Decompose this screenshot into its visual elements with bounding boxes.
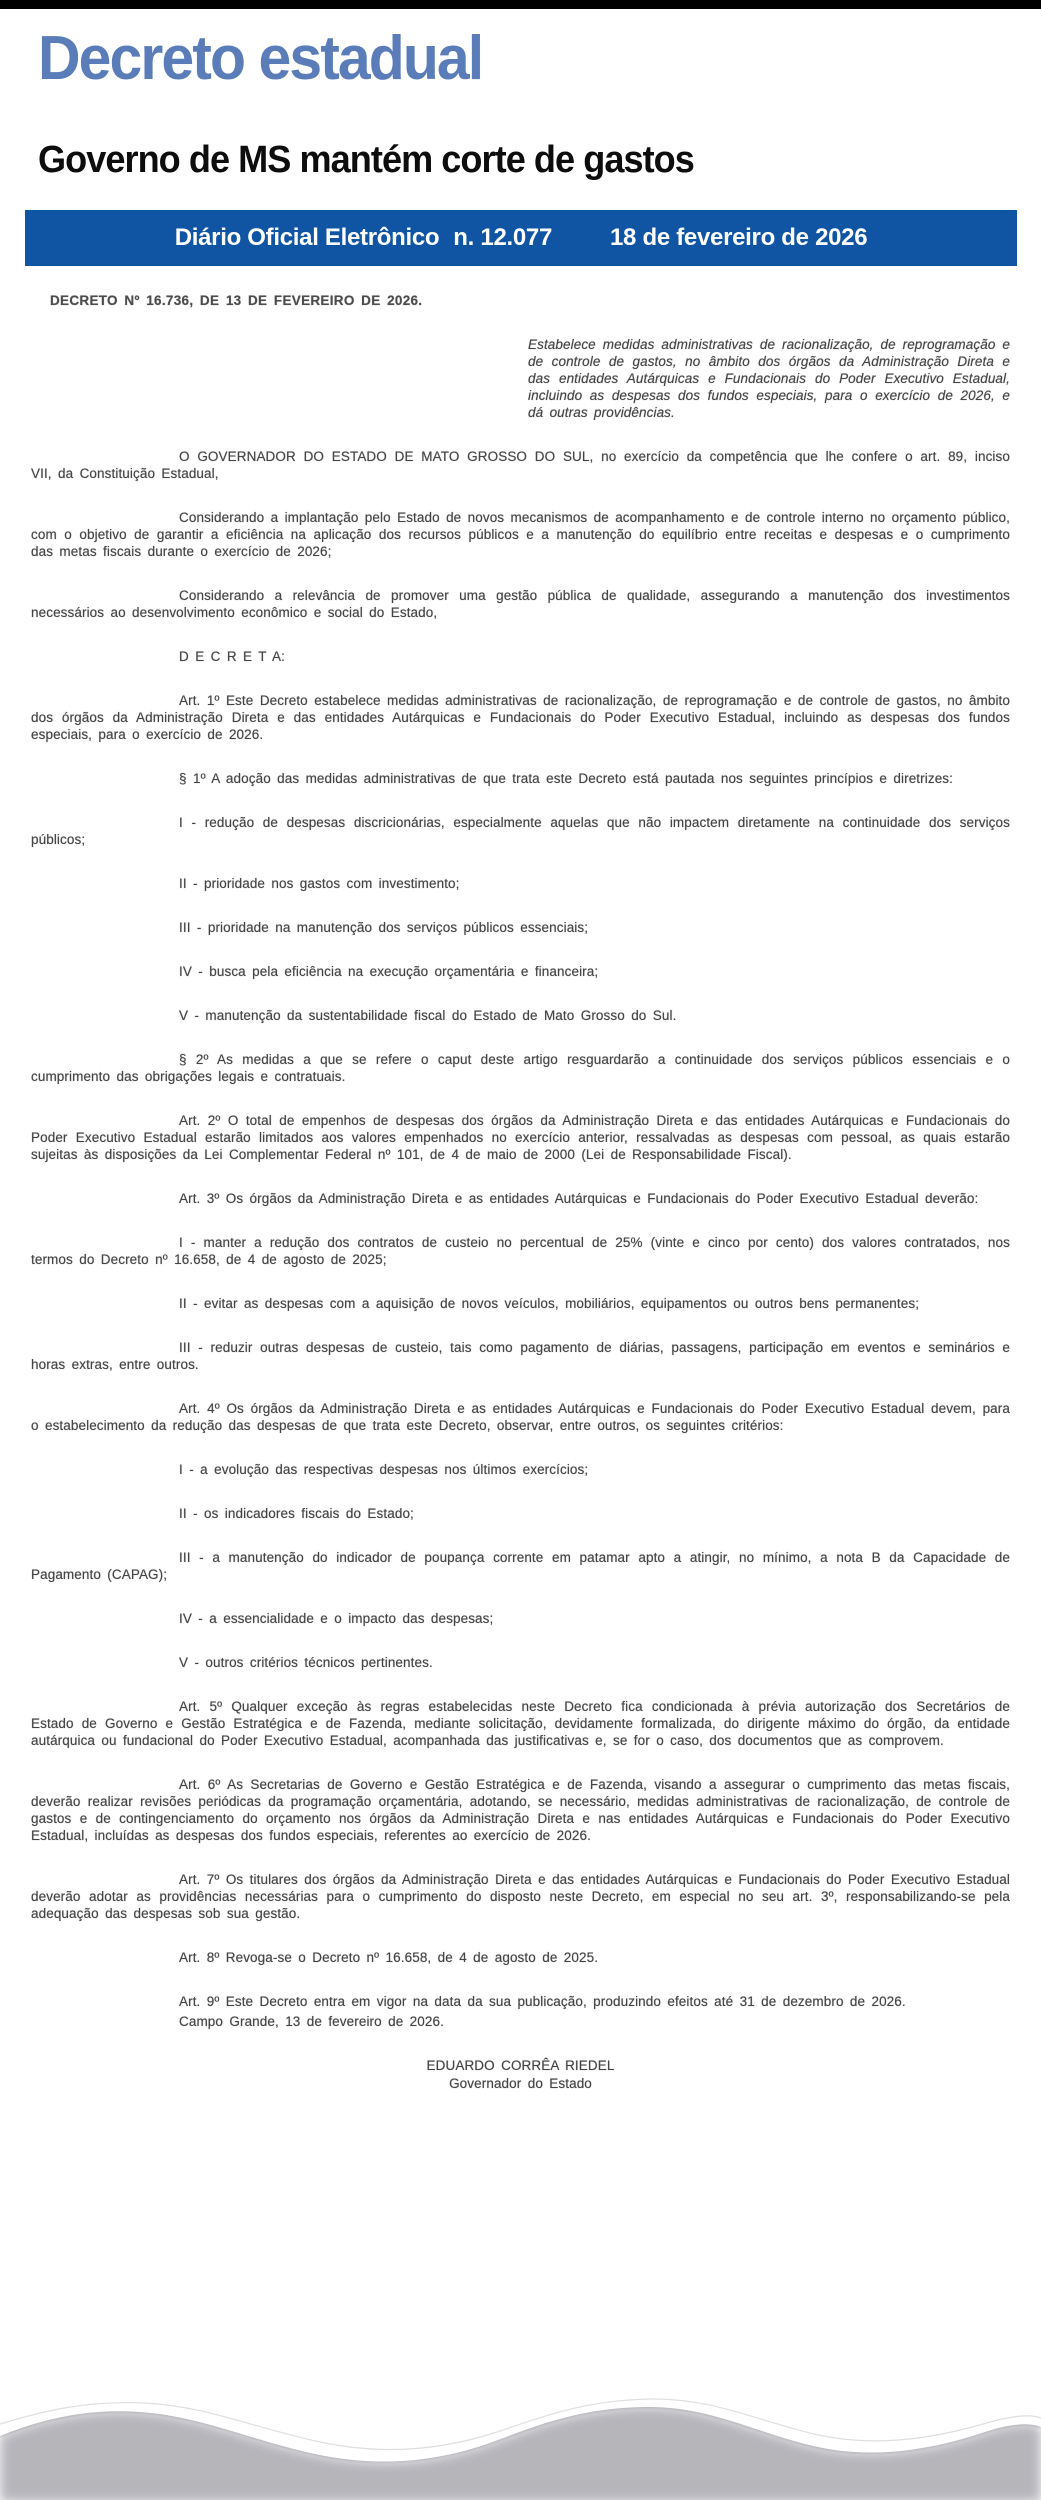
decree-item: I - manter a redução dos contratos de custeio no percentual de 25% (vinte e cinco por cento) dos valores contratados, nos termos do Decreto nº 16.658, de 4 de agosto de 2025;	[31, 1235, 1010, 1267]
signature-role: Governador do Estado	[449, 2076, 592, 2091]
decree-paragraph: Considerando a implantação pelo Estado de novos mecanismos de acompanhamento e de controle interno no orçamento público, com o objetivo de garantir a eficiência na aplicação dos recursos públicos e a manutenção do equilíbrio entre receitas e despesas e o cumprimento das metas fiscais durante o exercício de 2026;	[31, 510, 1010, 559]
decree-item: V - manutenção da sustentabilidade fiscal do Estado de Mato Grosso do Sul.	[179, 1008, 677, 1023]
signature-block	[31, 2057, 1010, 2093]
gazette-publication: Diário Oficial Eletrônico	[174, 224, 440, 251]
decree-article-2: Art. 2º O total de empenhos de despesas dos órgãos da Administração Direta e das entidades Autárquicas e Fundacionais do Poder Executivo Estadual estarão limitados aos valores empenhados no exercício anterior, ressalvadas as despesas com pessoal, as quais estarão sujeitas às disposições da Lei Complementar Federal nº 101, de 4 de maio de 2000 (Lei de Responsabilidade Fiscal).	[31, 1113, 1010, 1162]
gazette-date: 18 de fevereiro de 2026	[610, 224, 868, 251]
decree-paragraph: O GOVERNADOR DO ESTADO DE MATO GROSSO DO SUL, no exercício da competência que lhe confere o art. 89, inciso VII, da Constituição Estadual,	[31, 449, 1010, 481]
decree-paragraph: § 1º A adoção das medidas administrativas de que trata este Decreto está pautada nos seguintes princípios e diretrizes:	[179, 771, 954, 786]
decree-article-5: Art. 5º Qualquer exceção às regras estabelecidas neste Decreto fica condicionada à prévia autorização dos Secretários de Estado de Governo e Gestão Estratégica e de Fazenda, mediante solicitação, devidamente formalizada, do dirigente máximo do órgão, da entidade autárquica ou fundacional do Poder Executivo Estadual, acompanhada das justificativas e, se for o caso, dos documentos que as comprovem.	[31, 1699, 1010, 1748]
gazette-banner	[25, 210, 1017, 266]
decree-article-3: Art. 3º Os órgãos da Administração Direta e as entidades Autárquicas e Fundacionais do Poder Executivo Estadual deverão:	[179, 1191, 979, 1206]
decree-item: II - os indicadores fiscais do Estado;	[179, 1506, 414, 1521]
decree-paragraph: Considerando a relevância de promover uma gestão pública de qualidade, assegurando a manutenção dos investimentos necessários ao desenvolvimento econômico e social do Estado,	[31, 588, 1010, 620]
decree-dateline: Campo Grande, 13 de fevereiro de 2026.	[179, 2014, 444, 2029]
decree-item: II - prioridade nos gastos com investimento;	[179, 876, 460, 891]
signature-name: EDUARDO CORRÊA RIEDEL	[426, 2058, 615, 2073]
decree-item: IV - busca pela eficiência na execução orçamentária e financeira;	[179, 964, 599, 979]
decree-article-1: Art. 1º Este Decreto estabelece medidas administrativas de racionalização, de reprogramação e de controle de gastos, no âmbito dos órgãos da Administração Direta e das entidades Autárquicas e Fundacionais do Poder Executivo Estadual, incluindo as despesas dos fundos especiais, para o exercício de 2026.	[31, 693, 1010, 742]
page-title: Decreto estadual	[38, 24, 483, 93]
page-subtitle: Governo de MS mantém corte de gastos	[38, 139, 694, 181]
decree-article-9: Art. 9º Este Decreto entra em vigor na data da sua publicação, produzindo efeitos até 31 de dezembro de 2026.	[179, 1994, 906, 2009]
decree-paragraph: § 2º As medidas a que se refere o caput deste artigo resguardarão a continuidade dos serviços públicos essenciais e o cumprimento das obrigações legais e contratuais.	[31, 1052, 1010, 1084]
decree-heading: DECRETO Nº 16.736, DE 13 DE FEVEREIRO DE 2026.	[50, 293, 423, 308]
decree-item: I - redução de despesas discricionárias, especialmente aquelas que não impactem diretamente na continuidade dos serviços públicos;	[31, 815, 1010, 847]
decree-item: III - reduzir outras despesas de custeio, tais como pagamento de diárias, passagens, participação em eventos e seminários e horas extras, entre outros.	[31, 1340, 1010, 1372]
decree-item: III - prioridade na manutenção dos serviços públicos essenciais;	[179, 920, 589, 935]
decree-item: II - evitar as despesas com a aquisição de novos veículos, mobiliários, equipamentos ou outros bens permanentes;	[179, 1296, 920, 1311]
decree-article-4: Art. 4º Os órgãos da Administração Direta e as entidades Autárquicas e Fundacionais do Poder Executivo Estadual devem, para o estabelecimento da redução das despesas de que trata este Decreto, observar, entre outros, os seguintes critérios:	[31, 1401, 1010, 1433]
decree-item: V - outros critérios técnicos pertinentes.	[179, 1655, 433, 1670]
decree-article-7: Art. 7º Os titulares dos órgãos da Administração Direta e das entidades Autárquicas e Fundacionais do Poder Executivo Estadual deverão adotar as providências necessárias para o cumprimento do disposto neste Decreto, em especial no seu art. 3º, responsabilizando-se pela adequação das despesas sob sua gestão.	[31, 1872, 1010, 1921]
gazette-number: n. 12.077	[453, 224, 552, 251]
decree-item: I - a evolução das respectivas despesas nos últimos exercícios;	[179, 1462, 589, 1477]
decree-item: IV - a essencialidade e o impacto das despesas;	[179, 1611, 494, 1626]
decree-document-scan	[31, 292, 1010, 2093]
decree-ementa: Estabelece medidas administrativas de racionalização, de reprogramação e de controle de gastos, no âmbito dos órgãos da Administração Direta e das entidades Autárquicas e Fundacionais do Poder Executivo Estadual, incluindo as despesas dos fundos especiais, para o exercício de 2026, e dá outras providências.	[528, 337, 1010, 420]
decree-article-6: Art. 6º As Secretarias de Governo e Gestão Estratégica e de Fazenda, visando a assegurar o cumprimento das metas fiscais, deverão realizar revisões periódicas da programação orçamentária, adotando, se necessário, medidas administrativas de racionalização, de controle de gastos e de contingenciamento do orçamento nos órgãos da Administração Direta e nas entidades Autárquicas e Fundacionais do Poder Executivo Estadual, incluídas as despesas dos fundos especiais, referentes ao exercício de 2026.	[31, 1777, 1010, 1843]
decree-enacting-formula: D E C R E T A:	[179, 649, 285, 664]
decree-article-8: Art. 8º Revoga-se o Decreto nº 16.658, de 4 de agosto de 2025.	[179, 1950, 599, 1965]
decree-item: III - a manutenção do indicador de poupança corrente em patamar apto a atingir, no mínimo, a nota B da Capacidade de Pagamento (CAPAG);	[31, 1550, 1010, 1582]
top-bar	[0, 0, 1041, 9]
torn-paper-edge	[0, 2372, 1041, 2500]
